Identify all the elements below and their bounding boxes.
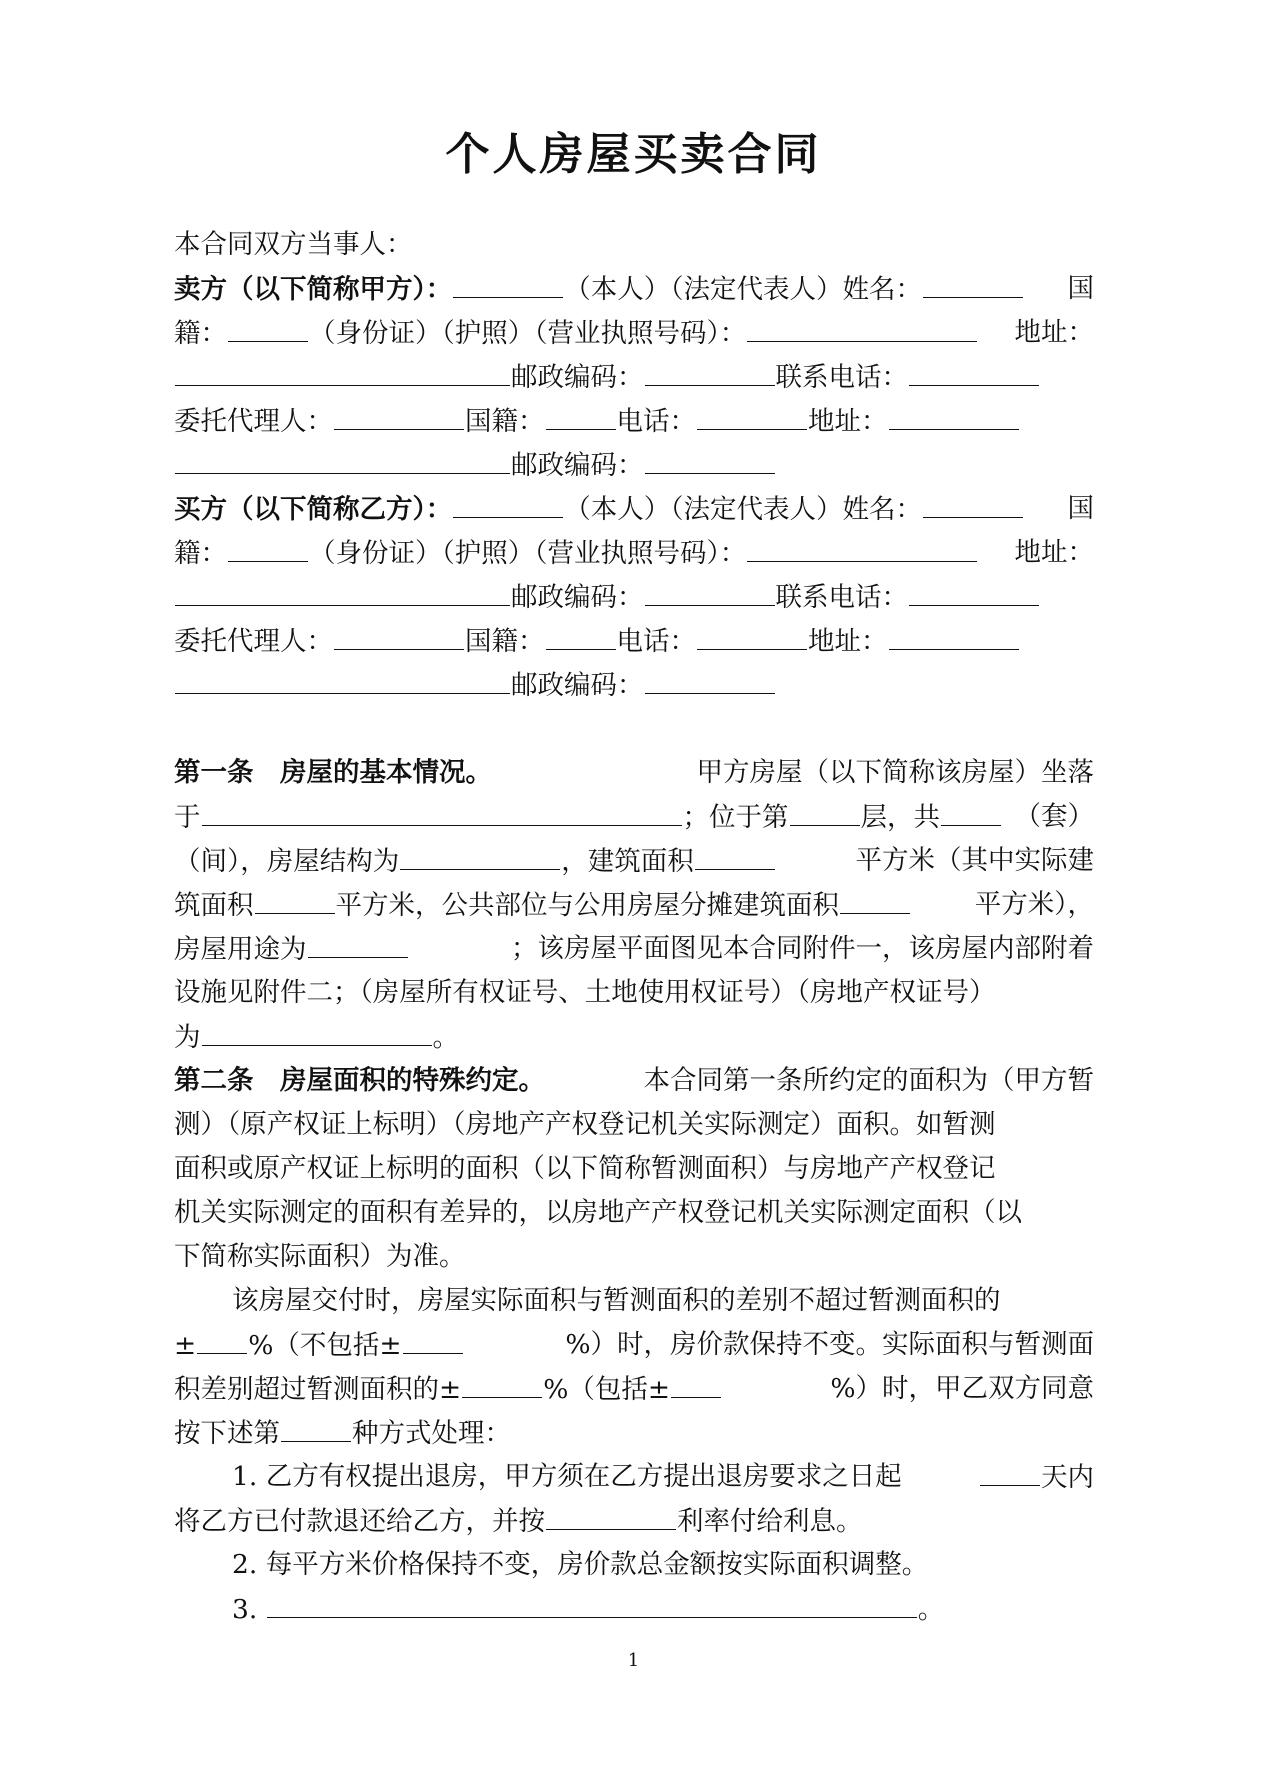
tolerance-blank-3[interactable] — [462, 1367, 542, 1398]
actual-area-blank[interactable] — [255, 883, 335, 914]
seller-line-3 — [174, 355, 1094, 399]
seller-phone-blank[interactable] — [909, 355, 1039, 386]
option2-line: 2. 每平方米价格保持不变，房价款总金额按实际面积调整。 — [232, 1549, 929, 1580]
seller-phone-label: 联系电话： — [775, 362, 908, 393]
article1-structure-label: （间），房屋结构为 — [174, 846, 400, 877]
seller-id-blank[interactable] — [747, 311, 977, 342]
buyer-agent-address-blank-2[interactable] — [175, 663, 510, 694]
option1-line-1 — [174, 1455, 1094, 1499]
buyer-agent-postcode-blank[interactable] — [645, 663, 775, 694]
buyer-phone-blank[interactable] — [909, 575, 1039, 606]
seller-name-blank[interactable] — [923, 267, 1023, 298]
buyer-line-1 — [174, 487, 1094, 531]
seller-nationality-label: 籍： — [174, 318, 227, 349]
article1-shared-area-label: 平方米，公共部位与公用房屋分摊建筑面积 — [335, 890, 839, 921]
seller-id-label: （身份证）（护照）（营业执照号码）： — [309, 318, 747, 349]
tolerance-label-3: %（包括± — [543, 1374, 671, 1405]
tolerance-blank-4[interactable] — [671, 1367, 721, 1398]
seller-agent-nationality-label: 国籍： — [465, 406, 545, 437]
buyer-agent-address-label: 地址： — [808, 626, 888, 657]
option1-text-1: 1. 乙方有权提出退房，甲方须在乙方提出退房要求之日起 — [232, 1461, 902, 1492]
article1-appendix-text: ；该房屋平面图见本合同附件一，该房屋内部附着 — [511, 933, 1094, 964]
buyer-postcode-blank[interactable] — [645, 575, 775, 606]
buyer-postcode-label: 邮政编码： — [511, 582, 644, 613]
buyer-rep-label: （本人）（法定代表人）姓名： — [564, 494, 922, 525]
structure-blank[interactable] — [400, 839, 560, 870]
article1-line-7 — [174, 1015, 1094, 1059]
article2-para2-line-4 — [174, 1411, 1094, 1455]
buyer-agent-postcode-label: 邮政编码： — [511, 670, 644, 701]
buyer-agent-blank[interactable] — [334, 619, 464, 650]
buyer-id-blank[interactable] — [747, 531, 977, 562]
article1-line-4 — [174, 883, 1094, 927]
buyer-agent-nationality-blank[interactable] — [546, 619, 616, 650]
option1-text-2: 将乙方已付款退还给乙方，并按 — [174, 1506, 545, 1537]
method-label: 按下述第 — [174, 1418, 280, 1449]
refund-days-blank[interactable] — [980, 1455, 1040, 1486]
seller-address-label: 地址： — [1014, 317, 1094, 348]
seller-agent-line-1 — [174, 399, 1094, 443]
option1-interest-label: 利率付给利息。 — [677, 1506, 863, 1537]
seller-country-label: 国 — [1067, 273, 1094, 304]
article1-area-label: ，建筑面积 — [561, 846, 694, 877]
seller-agent-postcode-label: 邮政编码： — [511, 450, 644, 481]
article1-located-label: 于 — [174, 802, 201, 833]
tolerance-blank-1[interactable] — [197, 1323, 247, 1354]
seller-agent-nationality-blank[interactable] — [546, 399, 616, 430]
article2-line-4: 机关实际测定的面积有差异的，以房地产产权登记机关实际测定面积（以 — [174, 1197, 1022, 1228]
buyer-agent-phone-label: 电话： — [616, 626, 696, 657]
page-number: 1 — [627, 1650, 640, 1671]
tolerance-label-2: 积差别超过暂测面积的± — [174, 1374, 462, 1405]
seller-line-1 — [174, 267, 1094, 311]
document-title: 个人房屋买卖合同 — [445, 129, 822, 180]
seller-agent-phone-blank[interactable] — [697, 399, 807, 430]
article2-line-3: 面积或原产权证上标明的面积（以下简称暂测面积）与房地产产权登记 — [174, 1153, 996, 1184]
buyer-phone-label: 联系电话： — [775, 582, 908, 613]
article2-heading: 第二条 房屋面积的特殊约定。 — [174, 1065, 545, 1096]
floor-number-blank[interactable] — [790, 795, 860, 826]
usage-blank[interactable] — [308, 927, 408, 958]
buyer-address-label: 地址： — [1014, 537, 1094, 568]
seller-field-blank[interactable] — [453, 267, 563, 298]
option3-line — [174, 1587, 1094, 1631]
article1-heading: 第一条 房屋的基本情况。 — [174, 757, 492, 788]
buyer-label: 买方（以下简称乙方）： — [174, 494, 453, 525]
section-gap — [174, 707, 1094, 751]
buyer-nationality-label: 籍： — [174, 538, 227, 569]
article1-line-3 — [174, 839, 1094, 883]
parties-intro: 本合同双方当事人： — [174, 229, 413, 260]
tolerance-blank-2[interactable] — [403, 1323, 463, 1354]
article1-certificate-label: 为 — [174, 1022, 201, 1053]
article1-line-1 — [174, 751, 1094, 795]
property-location-blank[interactable] — [202, 795, 682, 826]
article1-line-5 — [174, 927, 1094, 971]
buyer-name-blank[interactable] — [923, 487, 1023, 518]
article1-usage-label: 房屋用途为 — [174, 934, 307, 965]
seller-agent-line-2 — [174, 443, 1094, 487]
buyer-id-label: （身份证）（护照）（营业执照号码）： — [309, 538, 747, 569]
option1-days-label: 天内 — [1041, 1462, 1094, 1493]
buyer-agent-line-1 — [174, 619, 1094, 663]
tolerance-label-1: %（不包括± — [248, 1330, 402, 1361]
seller-agent-postcode-blank[interactable] — [645, 443, 775, 474]
option1-line-2 — [174, 1499, 1094, 1543]
seller-line-2 — [174, 311, 1094, 355]
seller-postcode-label: 邮政编码： — [511, 362, 644, 393]
seller-postcode-blank[interactable] — [645, 355, 775, 386]
article1-shared-area-unit: 平方米）， — [974, 889, 1094, 920]
building-area-blank[interactable] — [695, 839, 775, 870]
article1-area-unit: 平方米（其中实际建 — [855, 845, 1094, 876]
option3-period: 。 — [917, 1594, 945, 1625]
option3-blank[interactable] — [267, 1587, 917, 1618]
seller-rep-label: （本人）（法定代表人）姓名： — [564, 274, 922, 305]
article2-line-5: 下简称实际面积）为准。 — [174, 1241, 466, 1272]
article2-text-1: 本合同第一条所约定的面积为（甲方暂 — [643, 1065, 1094, 1096]
article1-total-label: 层，共 — [860, 802, 940, 833]
certificate-number-blank[interactable] — [202, 1015, 432, 1046]
article2-line-1 — [174, 1059, 1094, 1103]
buyer-agent-phone-blank[interactable] — [697, 619, 807, 650]
contract-body — [174, 223, 1094, 1631]
interest-rate-blank[interactable] — [546, 1499, 676, 1530]
seller-agent-address-blank-2[interactable] — [175, 443, 510, 474]
seller-agent-address-label: 地址： — [808, 406, 888, 437]
buyer-field-blank[interactable] — [453, 487, 563, 518]
buyer-agent-address-blank[interactable] — [889, 619, 1019, 650]
seller-agent-label: 委托代理人： — [174, 406, 333, 437]
buyer-agent-line-2 — [174, 663, 1094, 707]
seller-agent-phone-label: 电话： — [616, 406, 696, 437]
article1-actual-area-label: 筑面积 — [174, 890, 254, 921]
article1-set-label: （套） — [1014, 801, 1094, 832]
shared-area-blank[interactable] — [840, 883, 910, 914]
article2-para2-line-3 — [174, 1367, 1094, 1411]
article1-line-6: 设施见附件二；（房屋所有权证号、土地使用权证号）（房地产权证号） — [174, 977, 996, 1008]
tolerance-sign-1: ± — [174, 1330, 197, 1361]
method-number-blank[interactable] — [281, 1411, 351, 1442]
buyer-agent-label: 委托代理人： — [174, 626, 333, 657]
tolerance-text-2: %）时，甲乙双方同意 — [830, 1373, 1094, 1404]
article2-line-2: 测）（原产权证上标明）（房地产产权登记机关实际测定）面积。如暂测 — [174, 1109, 996, 1140]
article1-line-2 — [174, 795, 1094, 839]
method-text: 种方式处理： — [352, 1418, 511, 1449]
option3-number: 3. — [232, 1594, 266, 1625]
article2-para2-line-2 — [174, 1323, 1094, 1367]
article1-period: 。 — [432, 1022, 459, 1053]
seller-agent-address-blank[interactable] — [889, 399, 1019, 430]
buyer-agent-nationality-label: 国籍： — [465, 626, 545, 657]
article1-floor-label: ；位于第 — [682, 802, 789, 833]
tolerance-text-1: %）时，房价款保持不变。实际面积与暂测面 — [565, 1329, 1094, 1360]
seller-nationality-blank[interactable] — [228, 311, 308, 342]
seller-agent-blank[interactable] — [334, 399, 464, 430]
buyer-line-2 — [174, 531, 1094, 575]
buyer-country-label: 国 — [1067, 493, 1094, 524]
article2-para2-line-1: 该房屋交付时，房屋实际面积与暂测面积的差别不超过暂测面积的 — [232, 1285, 1001, 1316]
unit-count-blank[interactable] — [941, 795, 1001, 826]
buyer-line-3 — [174, 575, 1094, 619]
buyer-address-blank[interactable] — [175, 575, 510, 606]
buyer-nationality-blank[interactable] — [228, 531, 308, 562]
article1-text-1: 甲方房屋（以下简称该房屋）坐落 — [696, 757, 1094, 788]
seller-address-blank[interactable] — [175, 355, 510, 386]
seller-label: 卖方（以下简称甲方）： — [174, 274, 453, 305]
